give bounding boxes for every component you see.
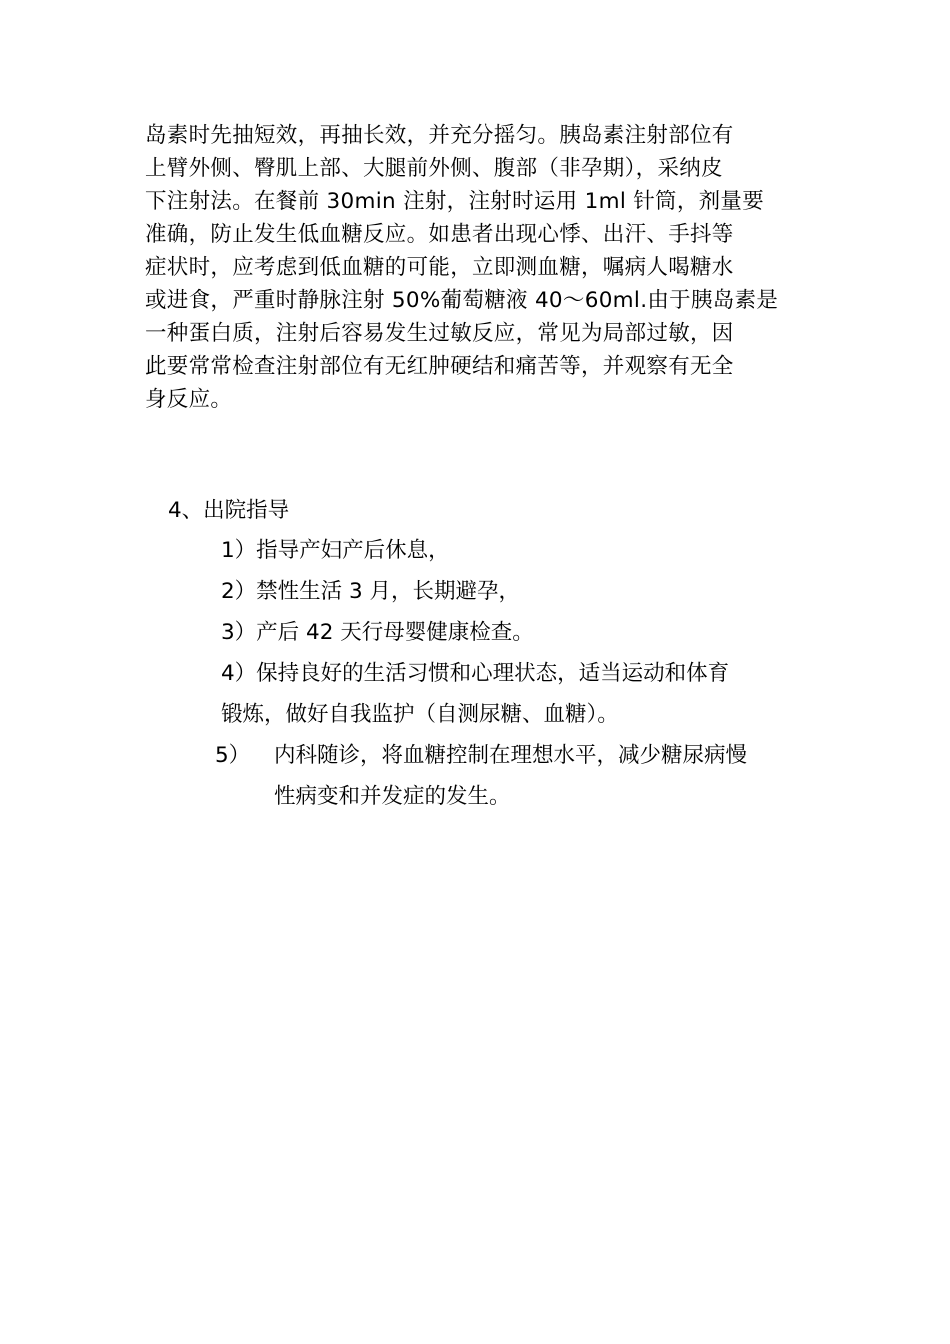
list-item-continuation: 锻炼，做好自我监护（自测尿糖、血糖）。 (221, 702, 619, 727)
list-item: 2）禁性生活 3 月，长期避孕， (221, 579, 521, 604)
section-heading: 4、出院指导 (168, 498, 290, 523)
paragraph-line: 准确，防止发生低血糖反应。如患者出现心悸、出汗、手抖等 (145, 222, 734, 247)
list-item: 3）产后 42 天行母婴健康检查。 (221, 620, 534, 645)
paragraph-line: 此要常常检查注射部位有无红肿硬结和痛苦等，并观察有无全 (145, 354, 734, 379)
paragraph-line: 上臂外侧、臀肌上部、大腿前外侧、腹部（非孕期），采纳皮 (145, 156, 723, 181)
paragraph-line: 一种蛋白质，注射后容易发生过敏反应，常见为局部过敏，因 (145, 321, 734, 346)
list-item-number: 5） (215, 743, 251, 768)
list-item: 4）保持良好的生活习惯和心理状态，适当运动和体育 (221, 661, 730, 686)
paragraph-line: 身反应。 (145, 387, 233, 412)
body-paragraph (145, 119, 813, 416)
paragraph-line: 症状时，应考虑到低血糖的可能，立即测血糖，嘱病人喝糖水 (145, 255, 734, 280)
paragraph-line: 或进食，严重时静脉注射 50%葡萄糖液 40～60ml.由于胰岛素是 (145, 288, 779, 313)
paragraph-line: 下注射法。在餐前 30min 注射，注射时运用 1ml 针筒，剂量要 (145, 189, 765, 214)
list-item-continuation: 性病变和并发症的发生。 (274, 784, 511, 809)
paragraph-line: 岛素时先抽短效，再抽长效，并充分摇匀。胰岛素注射部位有 (145, 123, 734, 148)
list-item: 内科随诊，将血糖控制在理想水平，减少糖尿病慢 (274, 743, 748, 768)
list-item: 1）指导产妇产后休息， (221, 538, 450, 563)
